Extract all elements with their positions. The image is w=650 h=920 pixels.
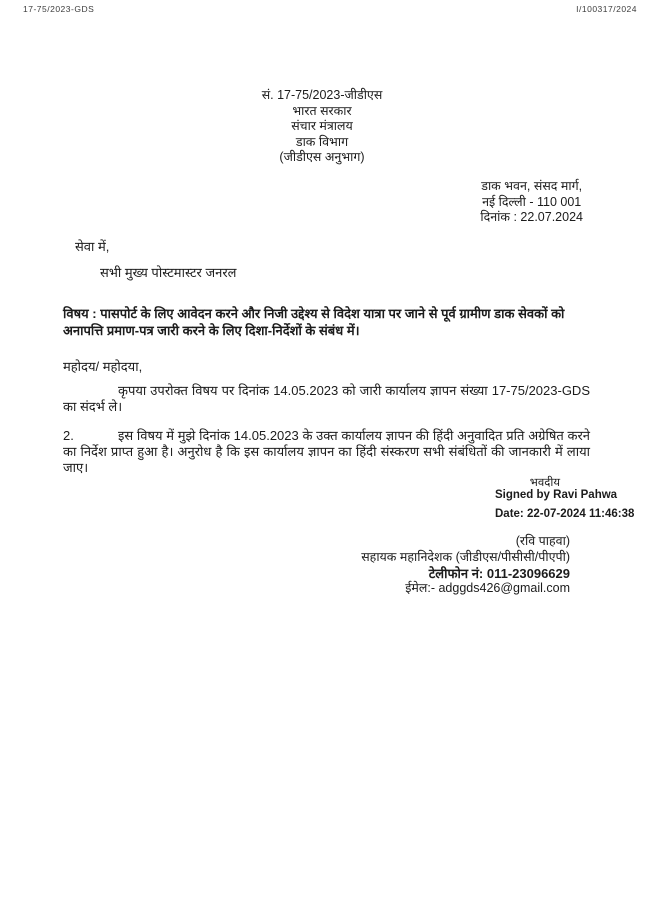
file-reference-left: 17-75/2023-GDS — [23, 4, 95, 14]
letter-date: दिनांक : 22.07.2024 — [480, 210, 583, 224]
letter-number: सं. 17-75/2023-जीडीएस — [261, 88, 383, 102]
section-line: (जीडीएस अनुभाग) — [279, 150, 365, 164]
paragraph-2-text: इस विषय में मुझे दिनांक 14.05.2023 के उक्त कार्यालय ज्ञापन की हिंदी अनुवादित प्रति अग्रेषित करने का निर्देश प्राप्त हुआ है। अनुरोध है कि इस कार्यालय ज्ञापन का हिंदी संस्करण सभी संबंधितों की जानकारी में लाया जाए। — [63, 428, 590, 475]
officer-details-block — [361, 534, 570, 597]
digital-signature-stamp — [495, 486, 634, 523]
greeting-line: महोदय/ महोदया, — [63, 359, 143, 374]
recipient-salutation: सेवा में, — [75, 239, 110, 254]
paragraph-1 — [63, 383, 590, 415]
letterhead — [0, 88, 644, 166]
closing-word: भवदीय — [529, 477, 560, 489]
efile-reference-right: I/100317/2024 — [576, 4, 637, 14]
paragraph-2 — [63, 428, 590, 475]
officer-phone: टेलीफोन नं: 011-23096629 — [428, 565, 570, 581]
department-line: डाक विभाग — [295, 134, 349, 149]
paragraph-2-number: 2. — [63, 428, 74, 443]
government-line: भारत सरकार — [292, 103, 352, 118]
signed-date-line: Date: 22-07-2024 11:46:38 — [495, 507, 635, 520]
subject-line: विषय : पासपोर्ट के लिए आवेदन करने और निजी उद्देश्य से विदेश यात्रा पर जाने से पूर्व ग्रामीण डाक सेवकों को अनापत्ति प्रमाण-पत्र जारी करने के लिए दिशा-निर्देशों के संबंध में। — [63, 306, 565, 338]
signed-by-line: Signed by Ravi Pahwa — [495, 489, 618, 501]
officer-email: ईमेल:- adggds426@gmail.com — [405, 581, 570, 596]
address-line-1: डाक भवन, संसद मार्ग, — [481, 179, 583, 193]
ministry-line: संचार मंत्रालय — [291, 119, 353, 133]
paragraph-1-text: कृपया उपरोक्त विषय पर दिनांक 14.05.2023 को जारी कार्यालय ज्ञापन संख्या 17-75/2023-GDS का संदर्भ ले। — [63, 383, 590, 414]
address-date-block — [480, 179, 583, 226]
officer-name: (रवि पाहवा) — [515, 534, 570, 548]
address-line-2: नई दिल्ली - 110 001 — [482, 194, 582, 209]
recipient-addressee: सभी मुख्य पोस्टमास्टर जनरल — [100, 265, 237, 280]
officer-designation: सहायक महानिदेशक (जीडीएस/पीसीसी/पीएपी) — [361, 549, 570, 564]
